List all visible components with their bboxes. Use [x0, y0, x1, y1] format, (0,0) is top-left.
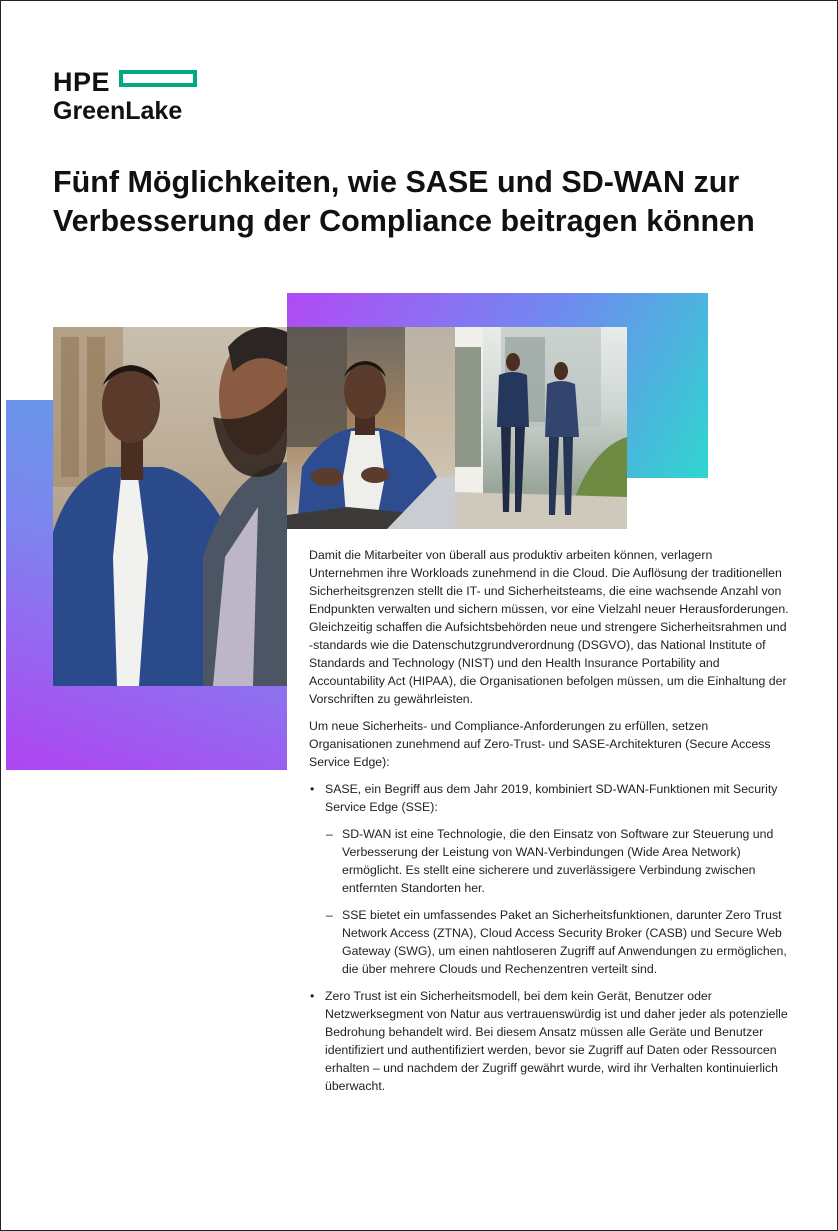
logo-hpe-text: HPE [53, 67, 111, 97]
photo-two-men-talking [53, 327, 287, 686]
lead-in-paragraph: Um neue Sicherheits- und Compliance-Anforderungen zu erfüllen, setzen Organisationen zunehmend auf Zero-Trust- und SASE-Architekturen (Secure Access Service Edge): [309, 719, 771, 769]
photo-man-at-desk [287, 327, 455, 529]
photo-men-walking [455, 327, 627, 529]
sub-item-sse: – SSE bietet ein umfassendes Paket an Sicherheitsfunktionen, darunter Zero Trust Network Access (ZTNA), Cloud Access Security Broker (CASB) und Secure Web Gateway (SWG), um einen nahtloseren Zugriff auf Anwendungen zu ermöglichen, die über mehrere Clouds und Rechenzentren verteilt sind. [325, 906, 789, 978]
logo-greenlake-text: GreenLake [53, 97, 183, 125]
list-item-text: SASE, ein Begriff aus dem Jahr 2019, kombiniert SD-WAN-Funktionen mit Security Service Edge (SSE): [325, 782, 778, 814]
page-title: Fünf Möglichkeiten, wie SASE und SD-WAN zur Verbesserung der Compliance beitragen können [53, 165, 755, 238]
bullet-list [309, 780, 789, 1095]
body-text [309, 546, 789, 1104]
list-item-zero-trust [309, 987, 789, 1095]
sub-list [325, 825, 789, 978]
intro-paragraph: Damit die Mitarbeiter von überall aus produktiv arbeiten können, verlagern Unternehmen ihre Workloads zunehmend in die Cloud. Die Auflösung der traditionellen Sicherheitsgrenzen stellt die IT- und Sicherheitsteams, die eine wachsende Anzahl von Endpunkten verwalten und sichern müssen, vor eine Vielzahl neuer Herausforderungen. Gleichzeitig schaffen die Aufsichtsbehörden neue und strengere Sicherheitsrahmen und -standards wie die Datenschutzgrundverordnung (DSGVO), das National Institute of Standards and Technology (NIST) und den Health Insurance Portability and Accountability Act (HIPAA), die Organisationen befolgen müssen, um die Einhaltung der Vorschriften zu gewährleisten. [309, 548, 789, 706]
sub-item-sdwan: – SD-WAN ist eine Technologie, die den Einsatz von Software zur Steuerung und Verbesserung der Leistung von WAN-Verbindungen (Wide Area Network) ermöglicht. Es stellt eine sicherere und zuverlässigere Verbindung zwischen entfernten Standorten her. [325, 825, 789, 897]
logo-green-rectangle [119, 70, 197, 87]
list-item-sase [309, 780, 789, 978]
list-item-text: Zero Trust ist ein Sicherheitsmodell, bei dem kein Gerät, Benutzer oder Netzwerksegment von Natur aus vertrauenswürdig ist und daher jeder als potenzielle Bedrohung behandelt wird. Bei diesem Ansatz müssen alle Geräte und Benutzer identifiziert und authentifiziert werden, bevor sie Zugriff auf Daten oder Ressourcen erhalten – und nachdem der Zugriff gewährt wurde, wird ihr Verhalten kontinuierlich überwacht. [325, 989, 788, 1093]
